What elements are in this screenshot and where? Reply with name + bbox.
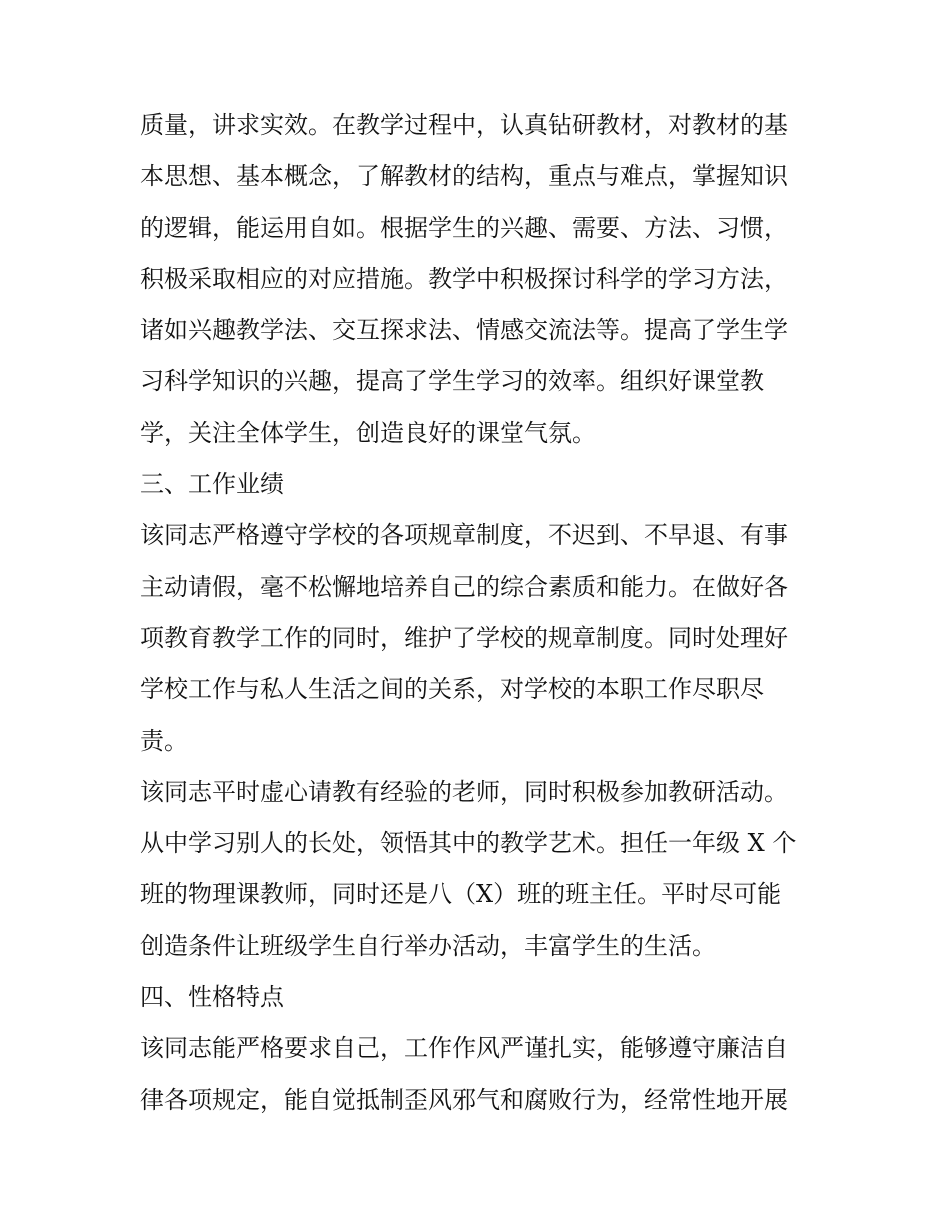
- text-line: 习科学知识的兴趣，提高了学生学习的效率。组织好课堂教: [140, 367, 764, 396]
- section-heading-work-performance: 三、工作业绩: [140, 470, 284, 499]
- text-line: 本思想、基本概念，了解教材的结构，重点与难点，掌握知识: [140, 162, 788, 191]
- text-line: 该同志能严格要求自己，工作作风严谨扎实，能够遵守廉洁自: [140, 1034, 788, 1063]
- text-line: 质量，讲求实效。在教学过程中，认真钻研教材，对教材的基: [140, 111, 788, 139]
- text-line: 的逻辑，能运用自如。根据学生的兴趣、需要、方法、习惯，: [140, 213, 788, 242]
- text-line: 诸如兴趣教学法、交互探求法、情感交流法等。提高了学生学: [140, 316, 788, 345]
- text-line: 创造条件让班级学生自行举办活动，丰富学生的生活。: [140, 931, 716, 960]
- text-line: 学校工作与私人生活之间的关系，对学校的本职工作尽职尽: [140, 675, 764, 704]
- text-line: 从中学习别人的长处，领悟其中的教学艺术。担任一年级 X 个: [140, 829, 797, 858]
- text-line: 该同志平时虚心请教有经验的老师，同时积极参加教研活动。: [140, 777, 788, 806]
- section-heading-personality: 四、性格特点: [140, 983, 284, 1012]
- body-text: [140, 100, 820, 1126]
- text-line: 主动请假，毫不松懈地培养自己的综合素质和能力。在做好各: [140, 572, 788, 601]
- text-line: 积极采取相应的对应措施。教学中积极探讨科学的学习方法，: [140, 264, 788, 293]
- text-line: 项教育教学工作的同时，维护了学校的规章制度。同时处理好: [140, 623, 788, 652]
- text-line: 该同志严格遵守学校的各项规章制度，不迟到、不早退、有事: [140, 521, 788, 550]
- text-line: 律各项规定，能自觉抵制歪风邪气和腐败行为，经常性地开展: [140, 1085, 788, 1114]
- text-line: 学，关注全体学生，创造良好的课堂气氛。: [140, 418, 596, 447]
- text-line: 班的物理课教师，同时还是八（X）班的班主任。平时尽可能: [140, 880, 782, 909]
- text-line: 责。: [140, 726, 188, 755]
